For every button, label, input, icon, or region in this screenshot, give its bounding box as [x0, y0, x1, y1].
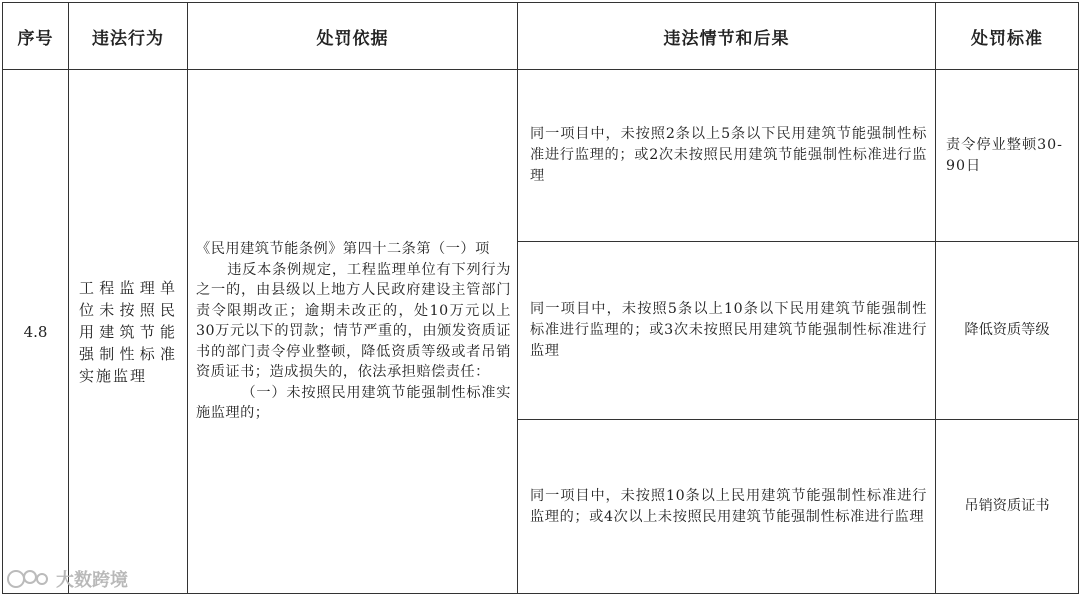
basis-item: （一）未按照民用建筑节能强制性标准实施监理的；	[196, 384, 511, 422]
header-row	[3, 3, 1079, 70]
basis-body: 违反本条例规定，工程监理单位有下列行为之一的，由县级以上地方人民政府建设主管部门责令限期改正；逾期未改正的，处10万元以上30万元以下的罚款；情节严重的，由颁发资质证书的部门责令停业整顿，降低资质等级或者吊销资质证书；造成损失的，依法承担赔偿责任：	[196, 261, 511, 381]
header-situation: 违法情节和后果	[518, 3, 936, 70]
watermark	[6, 566, 128, 592]
standard-level-3: 吊销资质证书	[936, 420, 1079, 594]
penalty-basis	[188, 70, 518, 594]
penalty-table	[2, 2, 1079, 594]
header-no: 序号	[3, 3, 69, 70]
standard-level-1: 责令停业整顿30-90日	[936, 70, 1079, 242]
situation-level-2: 同一项目中，未按照5条以上10条以下民用建筑节能强制性标准进行监理的；或3次未按照民用建筑节能强制性标准进行监理	[518, 242, 936, 420]
bubble-logo-icon	[6, 567, 52, 591]
table-row	[3, 70, 1079, 242]
header-basis: 处罚依据	[188, 3, 518, 70]
standard-level-2: 降低资质等级	[936, 242, 1079, 420]
situation-level-3: 同一项目中，未按照10条以上民用建筑节能强制性标准进行监理的；或4次以上未按照民用建筑节能强制性标准进行监理	[518, 420, 936, 594]
header-act: 违法行为	[69, 3, 188, 70]
watermark-text: 大数跨境	[56, 570, 128, 591]
header-standard: 处罚标准	[936, 3, 1079, 70]
violation-act: 工程监理单位未按照民用建筑节能强制性标准实施监理	[69, 70, 188, 594]
row-number: 4.8	[3, 70, 69, 594]
basis-title: 《民用建筑节能条例》第四十二条第（一）项	[196, 241, 490, 258]
situation-level-1: 同一项目中，未按照2条以上5条以下民用建筑节能强制性标准进行监理的；或2次未按照民用建筑节能强制性标准进行监理	[518, 70, 936, 242]
